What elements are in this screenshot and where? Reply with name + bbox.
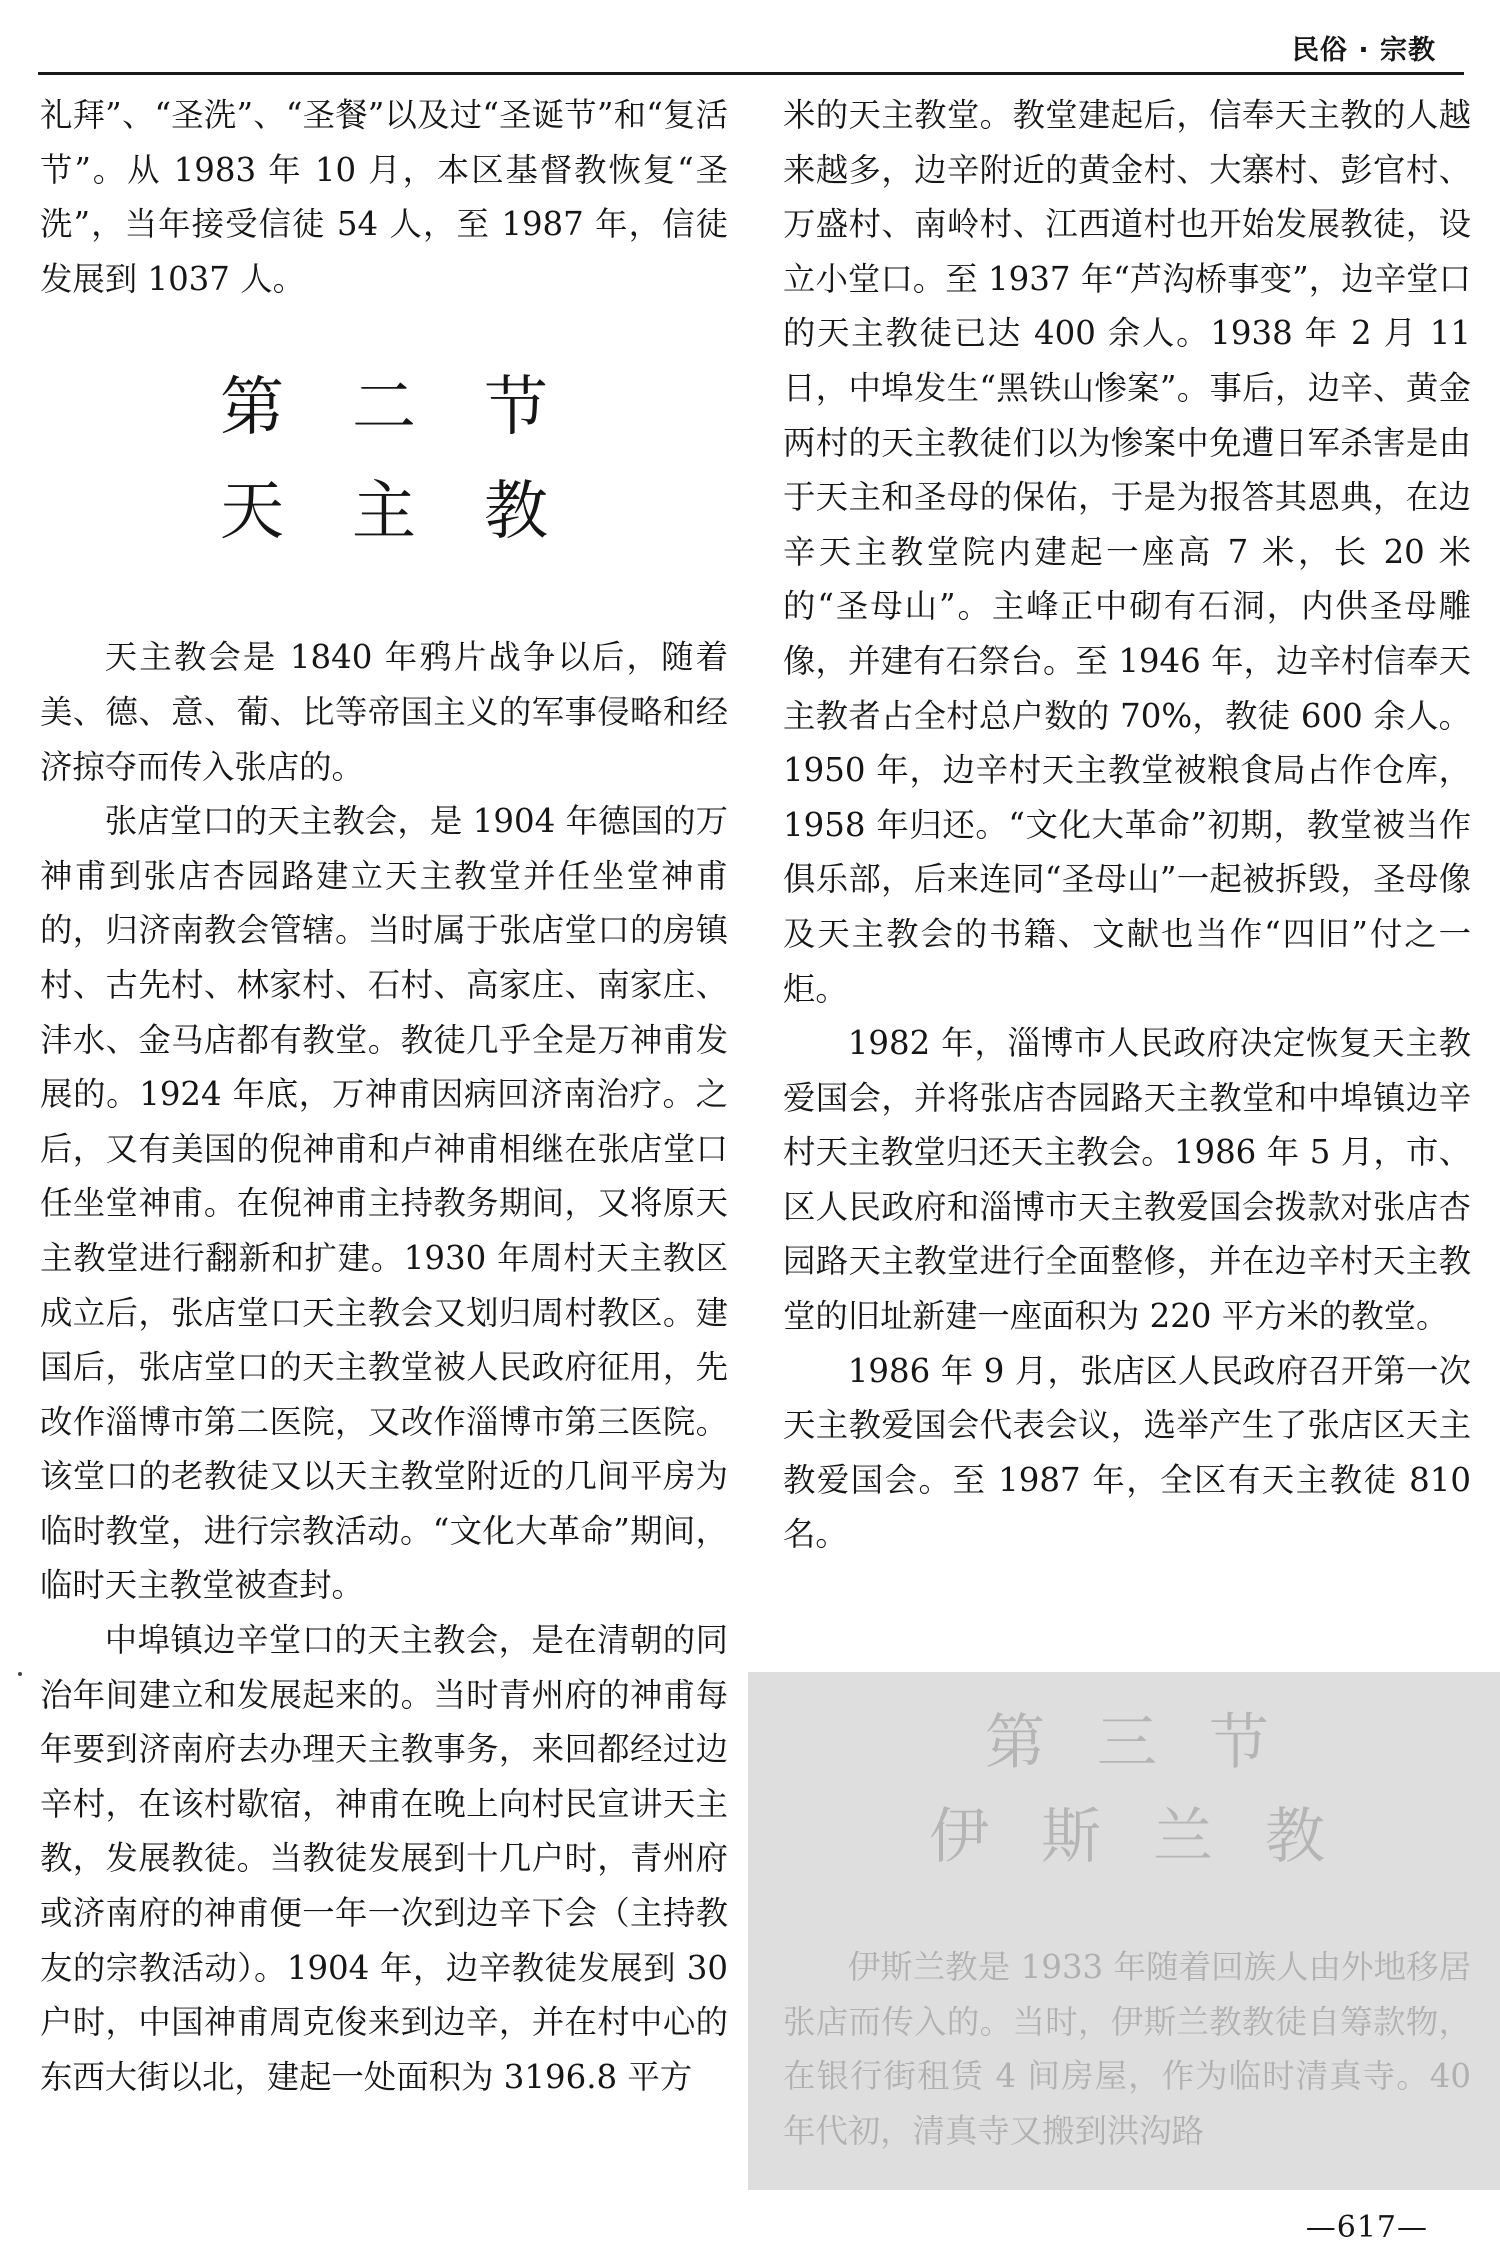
- paragraph: 中埠镇边辛堂口的天主教会，是在清朝的同治年间建立和发展起来的。当时青州府的神甫每年要到济南府去办理天主教事务，来回都经过边辛村，在该村歇宿，神甫在晚上向村民宣讲天主教，发展教徒。当教徒发展到十几户时，青州府或济南府的神甫便一年一次到边辛下会（主持教友的宗教活动）。1904 年，边辛教徒发展到 30 户时，中国神甫周克俊来到边辛，并在村中心的东西大街以北，建起一处面积为 3196.8 平方: [40, 1621, 728, 2096]
- continued-paragraph: 礼拜”、“圣洗”、“圣餐”以及过“圣诞节”和“复活节”。从 1983 年 10 月，本区基督教恢复“圣洗”，当年接受信徒 54 人，至 1987 年，信徒发展到 1037 人。: [40, 96, 728, 298]
- paragraph: 1986 年 9 月，张店区人民政府召开第一次天主教爱国会代表会议，选举产生了张店区天主教爱国会。至 1987 年，全区有天主教徒 810 名。: [783, 1351, 1471, 1554]
- section-name: 伊斯兰教: [929, 1802, 1377, 1872]
- left-column: [40, 88, 728, 2104]
- section-number: 第二节: [220, 371, 616, 446]
- paragraph: 张店堂口的天主教会，是 1904 年德国的万神甫到张店杏园路建立天主教堂并任坐堂神甫的，归济南教会管辖。当时属于张店堂口的房镇村、古先村、林家村、石村、高家庄、南家庄、沣水、金马店都有教堂。教徒几乎全是万神甫发展的。1924 年底，万神甫因病回济南治疗。之后，又有美国的倪神甫和卢神甫相继在张店堂口任坐堂神甫。在倪神甫主持教务期间，又将原天主教堂进行翻新和扩建。1930 年周村天主教区成立后，张店堂口天主教会又划归周村教区。建国后，张店堂口的天主教堂被人民政府征用，先改作淄博市第二医院，又改作淄博市第三医院。该堂口的老教徒又以天主教堂附近的几间平房为临时教堂，进行宗教活动。“文化大革命”期间，临时天主教堂被查封。: [40, 802, 728, 1605]
- section-number: 第三节: [985, 1708, 1321, 1778]
- scan-artifact: [18, 1672, 22, 1676]
- header-title: 民俗 · 宗教: [1291, 35, 1436, 66]
- next-section-faded-block: [748, 1672, 1500, 2190]
- paragraph: 1982 年，淄博市人民政府决定恢复天主教爱国会，并将张店杏园路天主教堂和中埠镇边辛村天主教堂归还天主教会。1986 年 5 月，市、区人民政府和淄博市天主教爱国会拨款对张店杏园路天主教堂进行全面整修，并在边辛村天主教堂的旧址新建一座面积为 220 平方米的教堂。: [783, 1024, 1471, 1336]
- paragraph: 天主教会是 1840 年鸦片战争以后，随着美、德、意、葡、比等帝国主义的军事侵略和经济掠夺而传入张店的。: [40, 638, 728, 786]
- right-column: [783, 88, 1471, 1562]
- section-name: 天主教: [220, 475, 616, 550]
- running-header: [38, 26, 1464, 75]
- paragraph: 米的天主教堂。教堂建起后，信奉天主教的人越来越多，边辛附近的黄金村、大寨村、彭官村、万盛村、南岭村、江西道村也开始发展教徒，设立小堂口。至 1937 年“芦沟桥事变”，边辛堂口的天主教徒已达 400 余人。1938 年 2 月 11 日，中埠发生“黑铁山惨案”。事后，边辛、黄金两村的天主教徒们以为惨案中免遭日军杀害是由于天主和圣母的保佑，于是为报答其恩典，在边辛天主教堂院内建起一座高 7 米，长 20 米的“圣母山”。主峰正中砌有石洞，内供圣母雕像，并建有石祭台。至 1946 年，边辛村信奉天主教者占全村总户数的 70%，教徒 600 余人。1950 年，边辛村天主教堂被粮食局占作仓库，1958 年归还。“文化大革命”初期，教堂被当作俱乐部，后来连同“圣母山”一起被拆毁，圣母像及天主教会的书籍、文献也当作“四旧”付之一炬。: [783, 96, 1471, 1008]
- section-heading-islam: [783, 1696, 1471, 1884]
- paragraph: 伊斯兰教是 1933 年随着回族人由外地移居张店而传入的。当时，伊斯兰教教徒自筹款物，在银行街租赁 4 间房屋，作为临时清真寺。40 年代初，清真寺又搬到洪沟路: [783, 1948, 1471, 2150]
- page-number: —617—: [1305, 2210, 1428, 2245]
- section-heading-catholicism: [40, 356, 728, 564]
